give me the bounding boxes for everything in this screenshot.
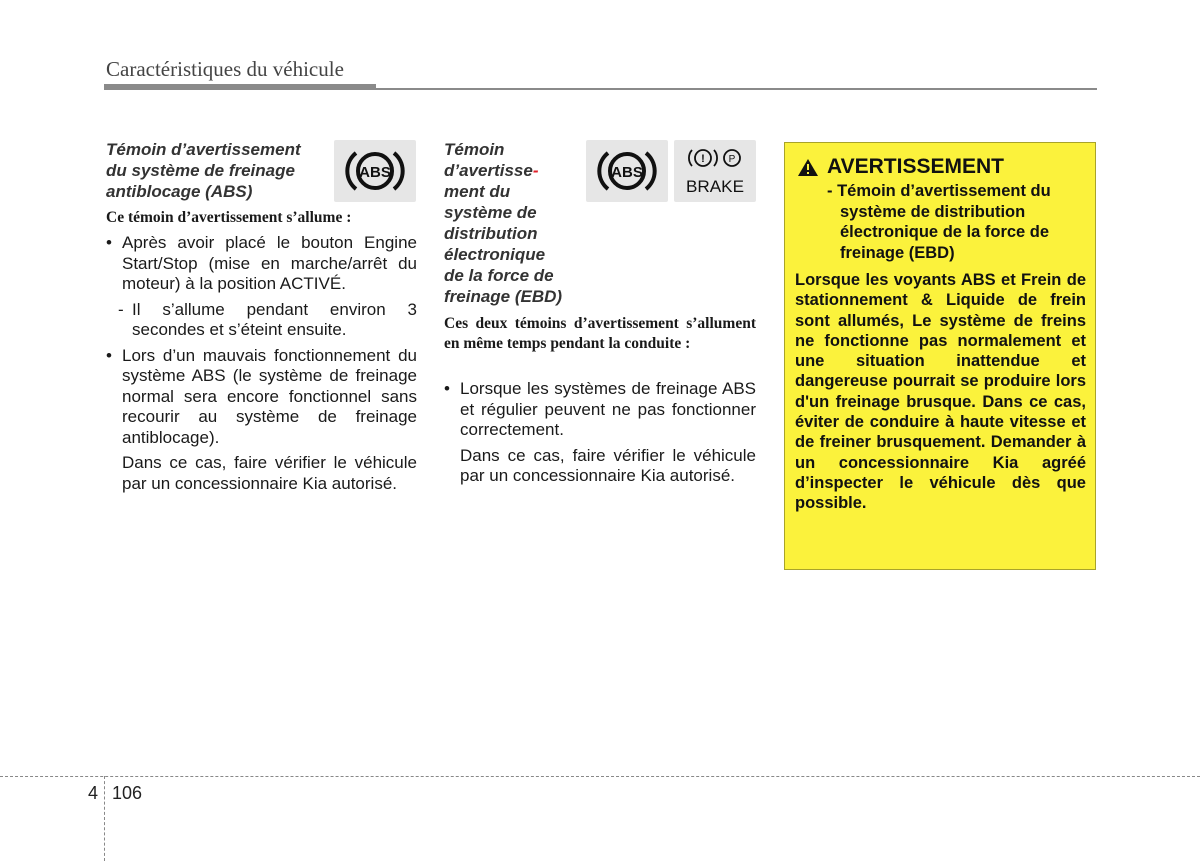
- abs-heading-line: Témoin d’avertissement: [106, 140, 301, 159]
- ebd-heading-line: ment du: [444, 182, 511, 201]
- brake-icon-box: [674, 140, 756, 202]
- footer-vertical-rule: [104, 776, 105, 861]
- ebd-heading-line: Témoin: [444, 140, 505, 159]
- ebd-paragraph: Dans ce cas, faire vérifier le véhicule par un concessionnaire Kia autorisé.: [460, 445, 756, 485]
- ebd-bullet-list: [444, 379, 756, 487]
- page-header-title: Caractéristiques du véhicule: [106, 57, 344, 81]
- ebd-heading-line: électronique: [444, 245, 546, 264]
- abs-bullet-1: Après avoir placé le bouton Engine Start/Stop (mise en marche/arrêt du moteur) à la position ACTIVÉ.: [122, 233, 417, 293]
- ebd-heading-line: distribution: [444, 224, 538, 243]
- abs-section-heading: [106, 139, 336, 202]
- list-item: [106, 233, 417, 295]
- warning-box: [784, 142, 1096, 570]
- ebd-heading-line: système de: [444, 203, 537, 222]
- ebd-heading-hyphen: -: [532, 161, 539, 180]
- warning-triangle-icon: [797, 158, 819, 177]
- abs-bullet-2: Lors d’un mauvais fonctionnement du système ABS (le système de freinage normal sera encore fonctionnel sans recourir au système de freinage antiblocage).: [122, 345, 417, 447]
- bullet-dot: •: [106, 345, 112, 365]
- bullet-dot: •: [106, 233, 112, 252]
- ebd-abs-icon-box: [586, 140, 668, 202]
- abs-heading-line: antiblocage (ABS): [106, 182, 253, 201]
- header-rule: [104, 88, 1097, 90]
- ebd-heading-line: d’avertisse: [444, 161, 533, 180]
- ebd-heading-line: de la force de: [444, 266, 554, 285]
- sub-dash: -: [118, 299, 124, 319]
- list-item: [444, 379, 756, 441]
- footer-dashed-rule: [0, 776, 1200, 777]
- abs-bullet-list: [106, 233, 417, 494]
- ebd-section-heading: [444, 139, 584, 307]
- ebd-heading-line: freinage (EBD): [444, 287, 563, 306]
- abs-heading-line: du système de freinage: [106, 161, 295, 180]
- abs-icon-label: ABS: [359, 164, 391, 181]
- ebd-bullet-1: Lorsque les systèmes de freinage ABS et régulier peuvent ne pas fonctionner correctement.: [460, 379, 756, 439]
- warning-title: AVERTISSEMENT: [827, 155, 1004, 178]
- svg-text:!: !: [701, 153, 705, 165]
- svg-text:P: P: [728, 154, 736, 165]
- abs-icon-label: ABS: [611, 164, 643, 181]
- warning-title-row: [797, 155, 1004, 179]
- ebd-heading-line-wrap: [444, 160, 584, 181]
- ebd-intro: Ces deux témoins d’avertissement s’allument en même temps pendant la conduite :: [444, 315, 756, 352]
- abs-warning-icon: [586, 140, 668, 202]
- bullet-dot: •: [444, 379, 450, 398]
- abs-warning-icon-box: [334, 140, 416, 202]
- brake-warning-icon: [674, 140, 756, 202]
- page-number: 106: [112, 783, 143, 803]
- chapter-number: 4: [88, 783, 99, 803]
- warning-body: Lorsque les voyants ABS et Frein de stationnement & Liquide de frein sont allumés, Le système de freins ne fonctionne pas normalement et une situation inattendue et dangereuse pourrait se produire lors d'un freinage brusque. Dans ce cas, éviter de conduire à haute vitesse et de freiner brusquement. Demander à un concessionnaire Kia agréé d’inspecter le véhicule dès que possible.: [795, 271, 1086, 513]
- sub-list-item: [106, 300, 417, 341]
- abs-paragraph: Dans ce cas, faire vérifier le véhicule par un concessionnaire Kia autorisé.: [122, 453, 417, 493]
- abs-sub-1: Il s’allume pendant environ 3 secondes et s’éteint ensuite.: [132, 299, 417, 339]
- abs-warning-icon: [334, 140, 416, 202]
- brake-icon-label: BRAKE: [686, 177, 744, 196]
- abs-intro: Ce témoin d’avertissement s’allume :: [106, 209, 352, 226]
- warning-subtitle: - Témoin d’avertissement du système de distribution électronique de la force de freinage (EBD): [827, 182, 1051, 262]
- list-item: [106, 346, 417, 449]
